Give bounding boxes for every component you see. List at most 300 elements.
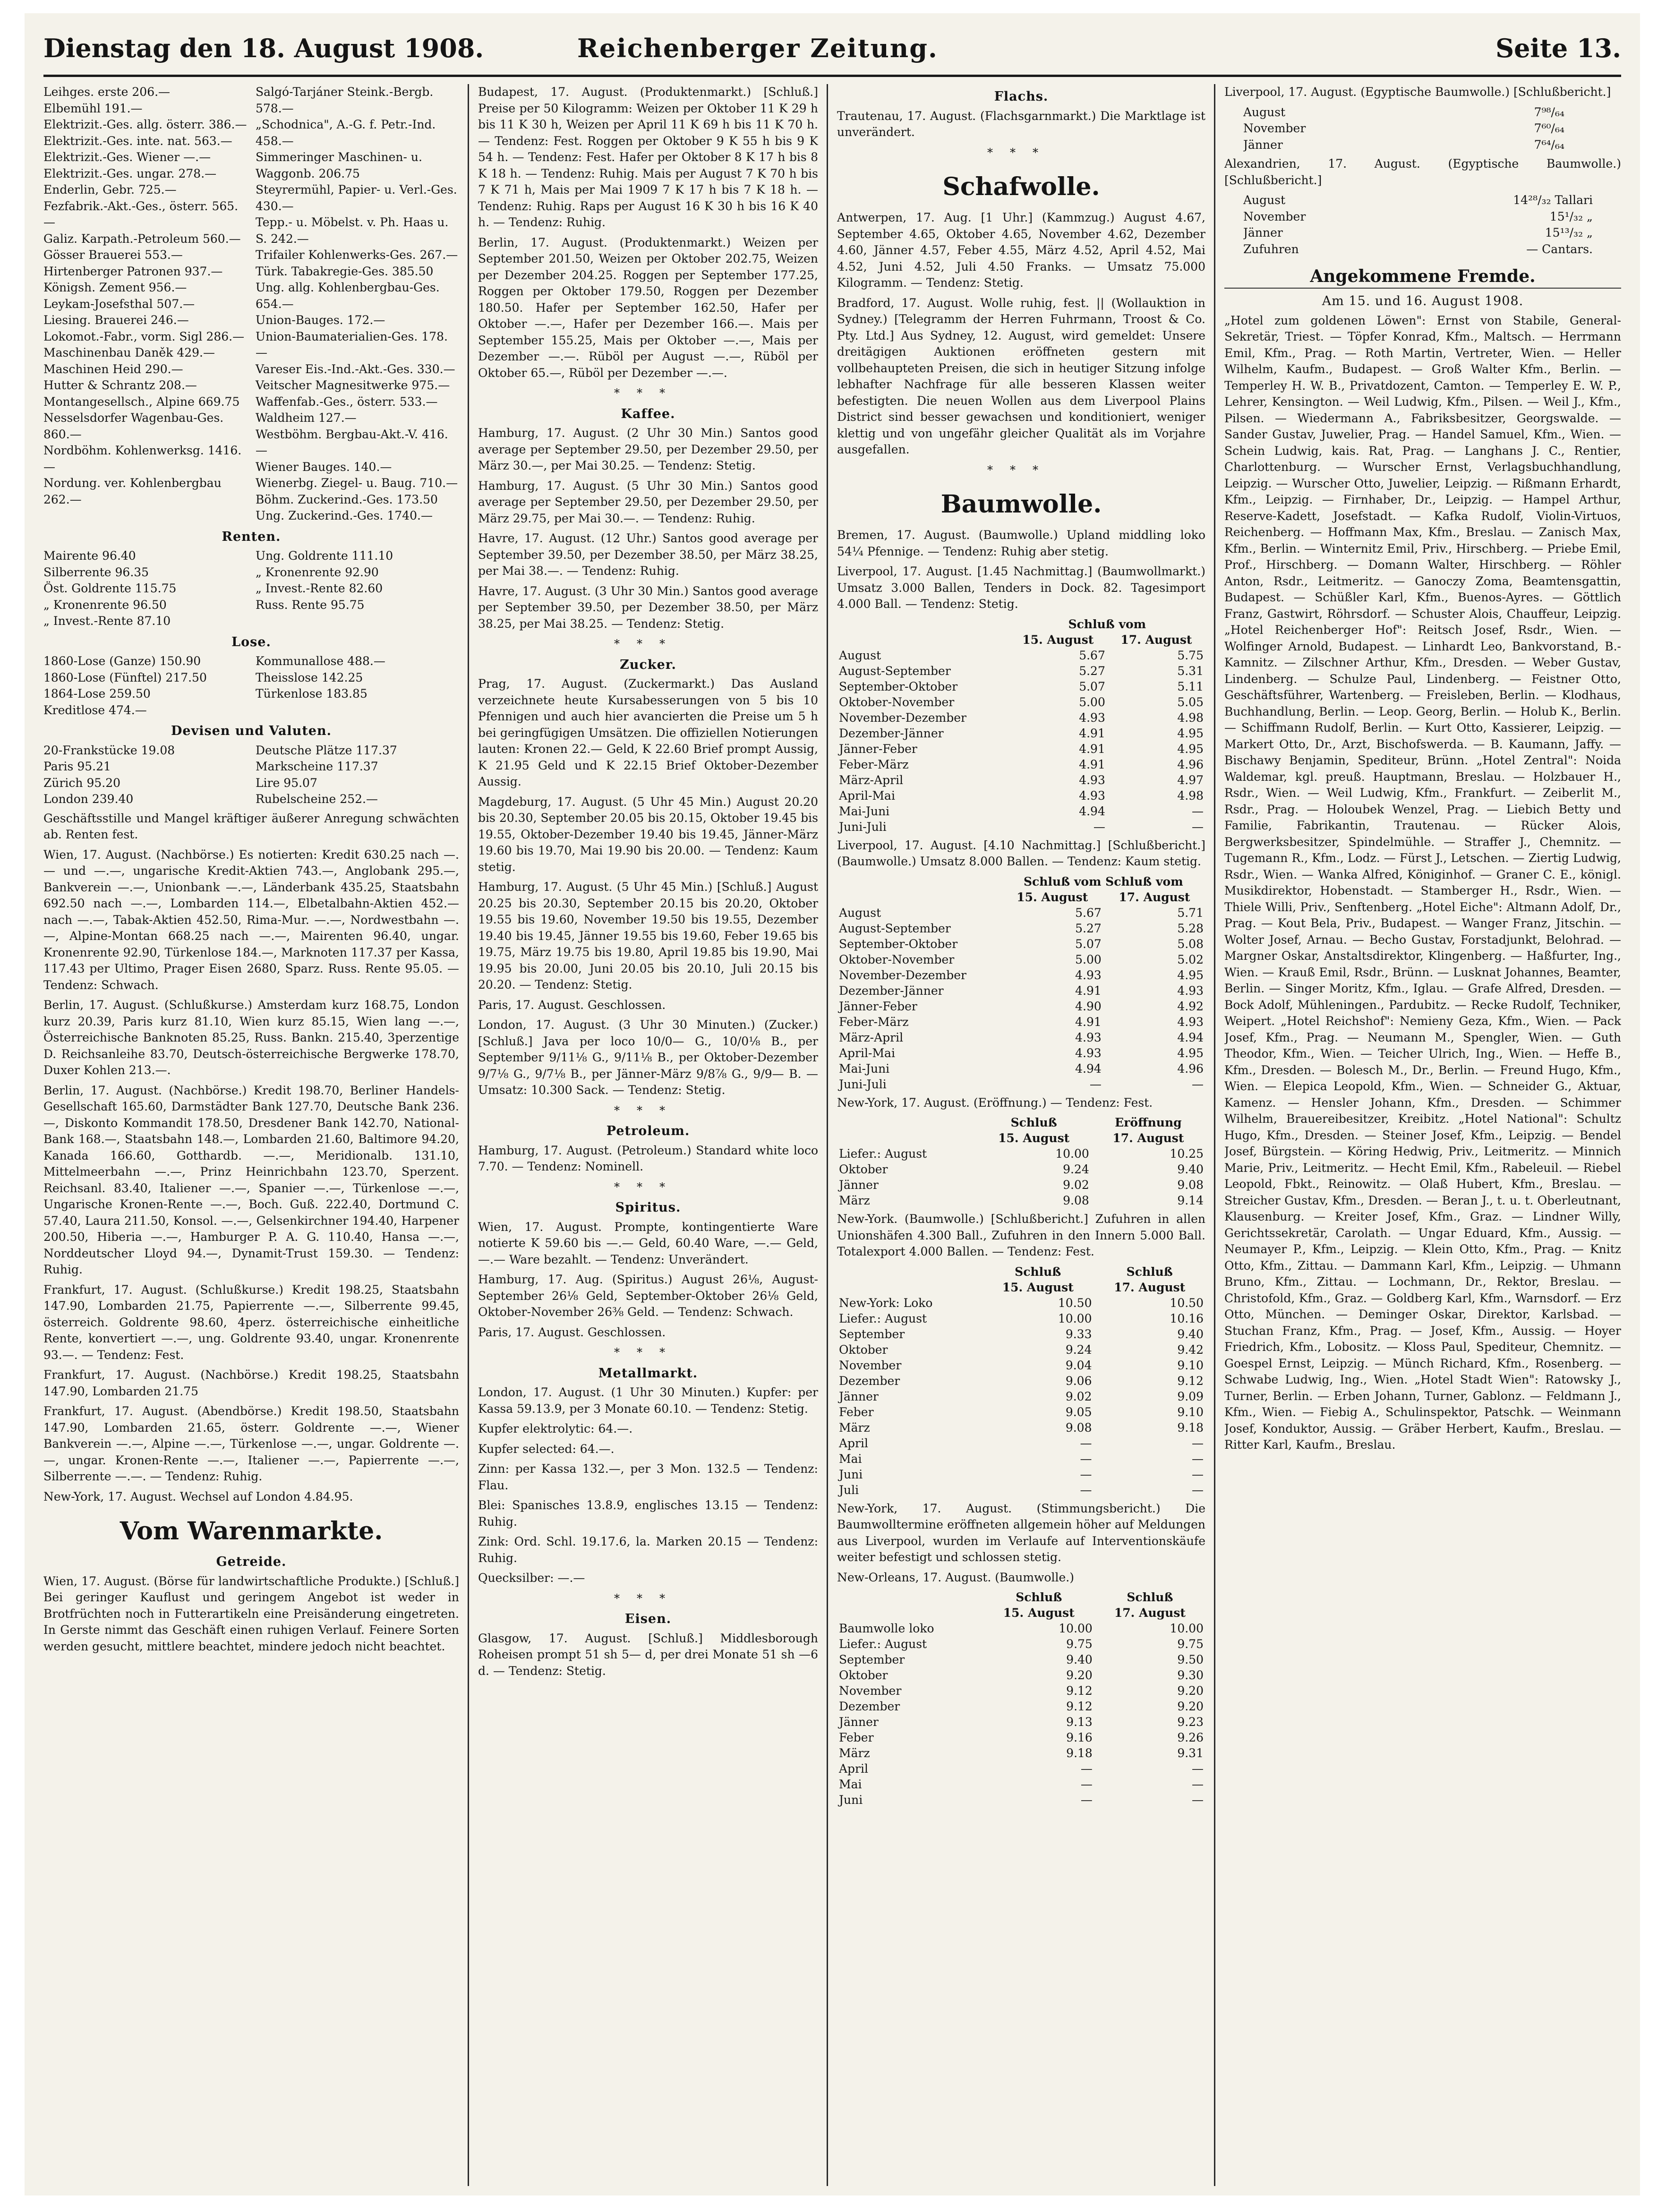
table-cell: März <box>839 1420 870 1435</box>
stock-list-right <box>256 84 459 524</box>
section-heading-flachs: Flachs. <box>994 89 1049 104</box>
table-cell: November-Dezember <box>839 710 967 725</box>
table-cell: November <box>839 1358 902 1372</box>
table-header-cell: Eröffnung <box>1115 1116 1182 1129</box>
section-heading-warenmarkt: Vom Warenmarkte. <box>120 1517 383 1546</box>
metall-reports <box>478 1384 818 1587</box>
table-cell: 9.04 <box>1065 1358 1092 1372</box>
table-cell: 9.20 <box>1177 1700 1204 1713</box>
table-cell: — <box>1080 1483 1092 1497</box>
section-heading-baumwolle: Baumwolle. <box>940 490 1102 519</box>
stock-line: Montangesellsch., Alpine 669.75 <box>43 394 240 409</box>
devisen-line: Deutsche Plätze 117.37 <box>256 743 397 757</box>
table-header-cell: 15. August <box>1002 1280 1074 1294</box>
section-heading-schafwolle: Schafwolle. <box>942 172 1100 201</box>
liverpool-report-1: Liverpool, 17. August. [1.45 Nachmittag.] (Baumwollmarkt.) Umsatz 3.000 Ballen, Tenders in Dock. 82. Tagesimport 4.000 Ball. — Tendenz: Stetig. <box>837 564 1205 611</box>
devisen-line: Rubelscheine 252.— <box>256 792 378 806</box>
table-cell: 10.16 <box>1170 1311 1204 1325</box>
devisen-line: London 239.40 <box>43 792 134 806</box>
table-cell: 5.75 <box>1177 648 1204 662</box>
table-cell: 4.93 <box>1075 1030 1102 1044</box>
table-cell: 9.20 <box>1177 1684 1204 1698</box>
table-cell: Liefer.: August <box>839 1637 927 1651</box>
table-cell: 9.42 <box>1177 1342 1204 1357</box>
section-heading-spiritus: Spiritus. <box>615 1200 681 1215</box>
separator-stars: *** <box>614 386 682 400</box>
table-cell: Oktober <box>839 1668 888 1682</box>
table-header <box>837 1605 1205 1621</box>
table-header-cell: 17. August <box>1114 1606 1186 1620</box>
table-row <box>837 788 1205 803</box>
table-cell: März-April <box>839 773 904 787</box>
table-cell: 9.08 <box>1177 1178 1204 1192</box>
table-header <box>837 889 1205 905</box>
separator-stars: *** <box>614 1346 682 1359</box>
stock-line: Veitscher Magnesitwerke 975.— <box>256 378 450 392</box>
section-heading-zucker: Zucker. <box>620 657 676 672</box>
lose-line: Türkenlose 183.85 <box>256 687 367 700</box>
table-cell: 4.94 <box>1079 804 1105 818</box>
egypt-row-cell: August <box>1243 105 1286 119</box>
table-row <box>837 1295 1205 1311</box>
table-cell: 4.95 <box>1177 726 1204 740</box>
schafwolle-reports <box>837 210 1205 458</box>
table-cell: 9.50 <box>1177 1653 1204 1666</box>
renten-line: Öst. Goldrente 115.75 <box>43 581 177 595</box>
table-row <box>837 999 1205 1014</box>
table-cell: 5.02 <box>1177 952 1204 966</box>
table-row <box>837 1761 1205 1776</box>
table-cell: Liefer.: August <box>839 1147 927 1161</box>
table-row <box>837 983 1205 999</box>
alex-row <box>1243 192 1593 209</box>
table-cell: 9.40 <box>1066 1653 1093 1666</box>
table-header-cell: Schluß <box>1127 1590 1173 1604</box>
cotton-table-liverpool-1 <box>837 616 1205 835</box>
table-cell: — <box>1089 1077 1102 1091</box>
table-cell: Mai <box>839 1452 862 1466</box>
lose-list <box>43 653 459 718</box>
table-row <box>837 1730 1205 1745</box>
metall-report: Zink: Ord. Schl. 19.17.6, la. Marken 20.15 — Tendenz: Ruhig. <box>478 1535 818 1565</box>
table-cell: 9.12 <box>1177 1374 1204 1388</box>
kaffee-report: Havre, 17. August. (3 Uhr 30 Min.) Santos good average per September 39.50, per Dezember 38.50, per März 38.25, per Mai 38.25. — Tendenz: Stetig. <box>478 584 818 631</box>
table-cell: Oktober-November <box>839 695 955 709</box>
table-cell: 9.02 <box>1065 1389 1092 1403</box>
table-cell: 9.30 <box>1177 1668 1204 1682</box>
stock-line: Waldheim 127.— <box>256 411 357 425</box>
table-cell: — <box>1192 1077 1204 1091</box>
stock-line: Elbemühl 191.— <box>43 101 143 115</box>
alex-row-cell: Zufuhren <box>1243 242 1299 256</box>
table-cell: 4.94 <box>1177 1030 1204 1044</box>
table-cell: Mai-Juni <box>839 804 890 818</box>
page-header <box>43 23 1621 77</box>
table-cell: 10.00 <box>1059 1622 1093 1635</box>
table-row <box>837 1652 1205 1667</box>
table-row <box>837 921 1205 936</box>
table-row <box>837 1389 1205 1404</box>
lose-line: 1860-Lose (Ganze) 150.90 <box>43 654 201 668</box>
table-cell: 5.31 <box>1177 664 1204 678</box>
table-header <box>837 616 1205 632</box>
table-cell: 9.75 <box>1177 1637 1204 1651</box>
devisen-line: Markscheine 117.37 <box>256 760 378 773</box>
lose-line: Kommunallose 488.— <box>256 654 385 668</box>
budapest-report: Budapest, 17. August. (Produktenmarkt.) [Schluß.] Preise per 50 Kilogramm: Weizen per Oktober 11 K 29 h bis 11 K 30 h, Weizen per April 11 K 69 h bis 11 K 70 h. — Tendenz: Fest. Roggen per Oktober 9 K 55 h bis 9 K 54 h. — Tendenz: Fest. Hafer per Oktober 8 K 17 h bis 8 K 18 h. — Tendenz: Ruhig. Mais per August 7 K 70 h bis 7 K 71 h, Mais per Mai 1909 7 K 17 h bis 7 K 18 h. — Tendenz: Ruhig. Raps per August 16 K 30 h bis 16 K 40 h. — Tendenz: Ruhig. <box>478 85 818 229</box>
table-cell: 5.00 <box>1075 952 1102 966</box>
table-cell: Mai-Juni <box>839 1061 890 1076</box>
renten-left <box>43 548 247 630</box>
table-row <box>837 1311 1205 1326</box>
table-cell: April <box>839 1762 868 1776</box>
table-header-cell <box>837 1280 982 1295</box>
table-row <box>837 648 1205 663</box>
renten-line: „ Invest.-Rente 87.10 <box>43 614 171 628</box>
devisen-line: Lire 95.07 <box>256 776 317 790</box>
section-heading-petroleum: Petroleum. <box>606 1124 690 1138</box>
table-cell: 4.95 <box>1177 968 1204 982</box>
table-header-cell <box>837 632 1009 648</box>
table-header-cell: 17. August <box>1112 1131 1184 1145</box>
stock-line: Vareser Eis.-Ind.-Akt.-Ges. 330.— <box>256 362 455 376</box>
stock-line: Elektrizit.-Ges. inte. nat. 563.— <box>43 134 232 148</box>
table-row <box>837 819 1205 835</box>
alex-row-cell: — Cantars. <box>1526 242 1593 256</box>
zucker-report: Prag, 17. August. (Zuckermarkt.) Das Ausland verzeichnete heute Kursabesserungen von 5 bis 10 Pfennigen und auch hier avancierten die Preise um 5 h bei geringfügigen Umsätzen. Die offiziellen Notierungen lauten: Kronen 22.— Geld, K 22.60 Brief prompt Aussig, K 21.95 Geld und K 22.15 Brief Oktober-Dezember Aussig. <box>478 677 818 788</box>
table-cell: April <box>839 1436 868 1450</box>
renten-line: „ Kronenrente 92.90 <box>256 565 379 579</box>
table-header-cell: 15. August <box>1022 632 1094 647</box>
table-cell: 4.90 <box>1075 999 1102 1013</box>
table-header-cell <box>837 1605 983 1621</box>
table-cell: August-September <box>839 921 951 935</box>
alex-row <box>1243 241 1593 258</box>
table-cell: — <box>1080 1762 1093 1776</box>
zucker-report: Hamburg, 17. August. (5 Uhr 45 Min.) [Schluß.] August 20.25 bis 20.30, September 20.15 bis 20.20, Oktober 19.55 bis 19.60, November 19.50 bis 19.55, Dezember 19.40 bis 19.45, Jänner 19.55 bis 19.60, Feber 19.65 bis 19.75, März 19.75 bis 19.80, April 19.85 bis 19.90, Mai 19.95 bis 20.00, Juni 20.05 bis 20.10, Juli 20.15 bis 20.20. — Tendenz: Stetig. <box>478 880 818 991</box>
section-heading-getreide: Getreide. <box>216 1554 287 1569</box>
table-row <box>837 803 1205 819</box>
fremde-list: „Hotel zum goldenen Löwen": Ernst von Stabile, General-Sekretär, Triest. — Töpfer Konrad, Kfm., Maltsch. — Herrmann Emil, Kfm., Prag. — Roth Martin, Vertreter, Wien. — Heller Wilhelm, Kaufm., Budapest. — Groß Walter Kfm., Berlin. — Temperley H. W. B., Privatdozent, Camton. — Temperley E. W. P., Lehrer, Kensington. — Weil Ludwig, Kfm., Pilsen. — Weil J., Kfm., Pilsen. — Wiedermann A., Fabriksbesitzer, Georgswalde. — Sander Gustav, Juwelier, Prag. — Handel Samuel, Kfm., Wien. — Schein Ludwig, kais. Rat, Prag. — Langhans J. C., Rentier, Charlottenburg. — Wurscher Ernst, Verlagsbuchhandlung, Leipzig. — Wurscher Otto, Juwelier, Leipzig. — Rißmann Erhardt, Kfm., Leipzig. — Firnhaber, Dr., Leipzig. — Hampel Arthur, Reserve-Kadett, Josefstadt. — Kafka Rudolf, Violin-Virtuos, Reichenberg. — Hoffmann Max, Kfm., Breslau. — Zanisch Max, Kfm., Berlin. — Winternitz Emil, Priv., Hirschberg. — Priebe Emil, Prof., Hirschberg. — Domann Walter, Hirschberg. — Röhler Anton, Rsdr., Leitmeritz. — Ganoczy Zoma, Beamtensgattin, Budapest. — Schüßler Karl, Kfm., Buenos-Ayres. — Göttlich Franz, Gastwirt, Röhrsdorf. — Schuster Alois, Chauffeur, Leipzig. „Hotel Reichenberger Hof": Reitsch Josef, Rsdr., Wien. — Wolfinger Arnold, Budapest. — Linhardt Leo, Bankvorstand, B.-Kamnitz. — Zilschner Arthur, Kfm., Dresden. — Weber Gustav, Lindenberg. — Schulze Paul, Lindenberg. — Feistner Otto, Geschäftsführer, Wartenberg. — Freisleben, Berlin. — Klodhaus, Buchhandlung, Berlin. — Leop. Georg, Berlin. — Holub K., Berlin. — Schiffmann Rudolf, Berlin. — Kurt Otto, Kassierer, Leipzig. — Markert Otto, Dr., Arzt, Bischofswerda. — B. Kaumann, Jaffy. — Bischawy Benjamin, Spediteur, Brünn. „Hotel Zentral": Noida Waldemar, kgl. preuß. Hauptmann, Breslau. — Holzbauer H., Rsdr., Wien. — Weil Ludwig, Kfm., Frankfurt. — Zeiberlit M., Rsdr., Prag. — Holoubek Wenzel, Prag. — Liebich Betty und Familie, Fabrikantin, Trautenau. — Rücker Alois, Bergwerksbesitzer, Spindelmühle. — Straffer J., Chemnitz. — Tugemann R., Kfm., Lodz. — Fürst J., Letschen. — Ziertig Ludwig, Rsdr., Wien. — Wanka Alfred, Königinhof. — Graner C. E., königl. Musikdirektor, Hobenstadt. — Stamberger H., Rsdr., Wien. — Thiele Willi, Priv., Senftenberg. „Hotel Eiche": Altmann Adolf, Dr., Prag. — Kout Bela, Priv., Budapest. — Wanger Franz, Jitschin. — Wolter Josef, Arnau. — Becho Gustav, Forstadjunkt, Belohrad. — Margner Oskar, Anstaltsdirektor, Klingenberg. — Haßfurter, Ing., Wien. — Krauß Emil, Rsdr., Brünn. — Lusknat Johannes, Beamter, Berlin. — Singer Moritz, Kfm., Iglau. — Grafe Alfred, Dresden. — Bock Adolf, Mühleningen., Pardubitz. — Recke Rudolf, Techniker, Weipert. „Hotel Reichshof": Nemieny Geza, Kfm., Wien. — Pack Josef, Kfm., Prag. — Neumann M., Spengler, Wien. — Guth Theodor, Kfm., Wien. — Teicher Ulrich, Ing., Wien. — Heffe B., Kfm., Dresden. — Bolesch M., Dr., Berlin. — Freund Hugo, Kfm., Wien. — Elepica Leopold, Kfm., Wien. — Schneider G., Aktuar, Kamenz. — Hensler Johann, Kfm., Dresden. — Schimmer Wilhelm, Brauereibesitzer, Kreibitz. „Hotel National": Schultz Hugo, Kfm., Dresden. — Steiner Josef, Kfm., Leipzig. — Bendel Josef, Bürgstein. — Köring Hedwig, Priv., Leitmeritz. — Minnich Marie, Priv., Leitmeritz. — Hecht Emil, Kfm., Rabeleuil. — Riebel Leopold, Fbkt., Reinowitz. — Olaß Hubert, Kfm., Breslau. — Streicher Gustav, Kfm., Dresden. — Beran J., t. u. t. Oberleutnant, Klausenburg. — Kreiter Josef, Kfm., Graz. — Lindner Willy, Gerichtssekretär, Carolath. — Ungar Eduard, Kfm., Aussig. — Neumayer P., Kfm., Leipzig. — Klein Otto, Kfm., Prag. — Knitz Otto, Kfm., Zittau. — Dammann Karl, Kfm., Leipzig. — Uhmann Bruno, Kfm., Zittau. — Lochmann, Dr., Rektor, Breslau. — Christofold, Kfm., Graz. — Goldberg Karl, Kfm., Warnsdorf. — Erz Otto, München. — Deminger Oskar, Direktor, Karlsbad. — Stuchan Franz, Kfm., Prag. — Josef, Kfm., Aussig. — Hoyer Friedrich, Kfm., Lobositz. — Kloss Paul, Spediteur, Chemnitz. — Goespel Ernst, Leipzig. — Münch Richard, Kfm., Rosenberg. — Schwabe Ludwig, Ing., Wien. „Hotel Stadt Wien": Ratowsky J., Turner, Berlin. — Erben Johann, Turner, Gablonz. — Feldmann J., Kfm., Wien. — Fiebig A., Schulinspektor, Patschk. — Weinmann Josef, Konduktor, Aussig. — Gräber Herbert, Kaufm., Breslau. — Ritter Karl, Kaufm., Breslau. <box>1224 313 1621 1452</box>
table-cell: — <box>1192 1762 1204 1776</box>
table-header-cell <box>837 1115 977 1130</box>
table-cell: 10.50 <box>1170 1296 1204 1310</box>
renten-line: „ Kronenrente 96.50 <box>43 598 167 612</box>
market-report: Frankfurt, 17. August. (Abendbörse.) Kredit 198.50, Staatsbahn 147.90, Lombarden 21.65, österr. Goldrente —.—, Wiener Bankverein —.—, Alpine —.—, Türkenlose —.—, ungar. Goldrente —.—, ungar. Kronen-Rente —.—, Italiener —.—, Papierrente —.—, Silberrente —.—. — Tendenz: Ruhig. <box>43 1404 459 1483</box>
table-row <box>837 952 1205 967</box>
stock-line: Böhm. Zuckerind.-Ges. 173.50 <box>256 492 438 506</box>
table-row <box>837 757 1205 772</box>
table-row <box>837 1326 1205 1342</box>
table-row <box>837 1714 1205 1730</box>
stock-line: Hirtenberger Patronen 937.— <box>43 264 223 278</box>
page-number: Seite 13. <box>1495 33 1621 63</box>
table-row <box>837 726 1205 741</box>
table-cell: September <box>839 1327 905 1341</box>
table-cell: Mai <box>839 1777 862 1791</box>
section-heading-lose: Lose. <box>231 634 271 649</box>
separator-stars: *** <box>987 145 1055 159</box>
table-cell: 4.98 <box>1177 788 1204 803</box>
table-row <box>837 1076 1205 1092</box>
table-cell: 5.27 <box>1075 921 1102 935</box>
table-cell: 9.24 <box>1065 1342 1092 1357</box>
column-wool-cotton <box>837 84 1205 2186</box>
table-cell: 4.95 <box>1177 1046 1204 1060</box>
table-cell: 10.00 <box>1058 1311 1092 1325</box>
table-cell: — <box>1080 1777 1093 1791</box>
stock-line: Galiz. Karpath.-Petroleum 560.— <box>43 231 241 246</box>
table-cell: 4.98 <box>1177 710 1204 725</box>
table-header-cell: Schluß <box>1015 1264 1061 1279</box>
table-cell: — <box>1080 1467 1092 1481</box>
table-cell: Oktober <box>839 1162 888 1176</box>
table-row <box>837 1358 1205 1373</box>
stock-line: Elektrizit.-Ges. Wiener —.— <box>43 150 211 164</box>
table-row <box>837 1342 1205 1358</box>
table-cell: September <box>839 1653 905 1666</box>
table-header <box>837 1280 1205 1295</box>
stock-line: Enderlin, Gebr. 725.— <box>43 183 177 196</box>
schafwolle-report: Antwerpen, 17. Aug. [1 Uhr.] (Kammzug.) August 4.67, September 4.65, Oktober 4.65, November 4.62, Dezember 4.60, Jänner 4.57, Feber 4.55, März 4.52, April 4.52, Mai 4.52, Juni 4.52, Juli 4.50 Franks. — Umsatz 75.000 Kilogramm. — Tendenz: Stetig. <box>837 211 1205 290</box>
egypt-row-cell: 7⁶⁴/₆₄ <box>1534 137 1564 152</box>
table-cell: September-Oktober <box>839 937 958 951</box>
table-cell: 10.25 <box>1170 1147 1204 1161</box>
table-row <box>837 967 1205 983</box>
alexandrien-report: Alexandrien, 17. August. (Egyptische Baumwolle.) [Schlußbericht.] <box>1224 157 1621 187</box>
table-cell: 9.40 <box>1177 1327 1204 1341</box>
stock-line: Waffenfab.-Ges., österr. 533.— <box>256 394 438 409</box>
table-row <box>837 1014 1205 1030</box>
newspaper-page <box>25 13 1640 2195</box>
table-header <box>837 632 1205 648</box>
table-header-cell <box>837 1589 983 1605</box>
table-cell: Juli <box>839 1483 859 1497</box>
table-cell: — <box>1080 1452 1092 1466</box>
egypt-row-cell: 7⁶⁰/₆₄ <box>1534 121 1564 135</box>
table-row <box>837 1045 1205 1061</box>
table-cell: August <box>839 648 881 662</box>
table-row <box>837 1177 1205 1193</box>
table-cell: Feber <box>839 1405 874 1419</box>
fremde-date: Am 15. und 16. August 1908. <box>1322 294 1524 308</box>
table-row <box>837 1162 1205 1177</box>
market-report: Frankfurt, 17. August. (Nachbörse.) Kredit 198.25, Staatsbahn 147.90, Lombarden 21.75 <box>43 1368 459 1398</box>
section-heading-renten: Renten. <box>222 529 281 544</box>
table-header-cell <box>837 616 1009 632</box>
stock-line: Ung. allg. Kohlenbergbau-Ges. 654.— <box>256 281 440 311</box>
kaffee-report: Havre, 17. August. (12 Uhr.) Santos good average per September 39.50, per Dezember 38.50, per März 38.25, per Mai 38.—. — Tendenz: Ruhig. <box>478 531 818 578</box>
table-row <box>837 1636 1205 1652</box>
getreide-report: Wien, 17. August. (Börse für landwirtschaftliche Produkte.) [Schluß.] Bei geringer Kauflust und geringem Angebot ist weder in Brotfrüchten noch in Futterartikeln eine Preisänderung eingetreten. In Gerste nimmt das Geschäft einen ruhigen Verlauf. Feinere Sorten werden gesucht, mittlere beachtet, mindere jedoch nicht beachtet. <box>43 1574 459 1653</box>
table-cell: Dezember-Jänner <box>839 726 944 740</box>
table-cell: — <box>1192 820 1204 834</box>
table-header-cell: Schluß vom <box>1068 617 1146 631</box>
table-cell: April-Mai <box>839 788 895 803</box>
table-cell: 5.08 <box>1177 937 1204 951</box>
section-heading-eisen: Eisen. <box>624 1612 672 1626</box>
table-cell: Juni <box>839 1793 863 1807</box>
stock-line: Hutter & Schrantz 208.— <box>43 378 197 392</box>
table-row <box>837 1482 1205 1498</box>
lose-right <box>256 653 459 718</box>
egypt-row <box>1243 120 1564 137</box>
table-cell: Jänner <box>839 1715 879 1729</box>
table-cell: 9.33 <box>1065 1327 1092 1341</box>
table-row <box>837 1435 1205 1451</box>
table-cell: September-Oktober <box>839 679 958 693</box>
metall-report: Kupfer elektrolytic: 64.—. <box>478 1422 633 1435</box>
table-header-cell: 15. August <box>1017 890 1088 904</box>
newyork-report-3: New-York, 17. August. (Stimmungsbericht.) Die Baumwolltermine eröffneten allgemein höher auf Meldungen aus Liverpool, wurden im Verlaufe auf Interventionskäufe weiter befestigt und schlossen stetig. <box>837 1501 1205 1564</box>
table-cell: Dezember <box>839 1700 900 1713</box>
table-cell: 9.10 <box>1177 1405 1204 1419</box>
neworleans-report: New-Orleans, 17. August. (Baumwolle.) <box>837 1570 1074 1584</box>
market-report: Berlin, 17. August. (Schlußkurse.) Amsterdam kurz 168.75, London kurz 20.39, Paris kurz 81.10, Wien kurz 85.15, Wien lang —.—, Österreichische Banknoten 85.25, Russ. Bankn. 215.40, 3perzentige D. Reichsanleihe 83.70, Deutsch-österreichische Bergwerke 178.70, Duxer Kohlen 213.—. <box>43 998 459 1077</box>
section-heading-devisen: Devisen und Valuten. <box>171 724 332 738</box>
table-cell: 4.96 <box>1177 757 1204 771</box>
stock-line: Salgó-Tarjáner Steink.-Bergb. 578.— <box>256 85 434 115</box>
table-cell: 4.95 <box>1177 742 1204 756</box>
table-cell: 10.00 <box>1055 1147 1089 1161</box>
table-header-cell: Schluß <box>1010 1116 1057 1129</box>
table-cell: Jänner-Feber <box>839 999 917 1013</box>
table-row <box>837 1420 1205 1435</box>
table-cell: 9.14 <box>1177 1194 1204 1207</box>
table-cell: Feber <box>839 1731 874 1744</box>
column-divider <box>827 84 828 2186</box>
spiritus-report: Paris, 17. August. Geschlossen. <box>478 1325 666 1339</box>
alex-row-cell: 15¹³/₃₂ „ <box>1545 226 1593 239</box>
table-row <box>837 1792 1205 1808</box>
kaffee-report: Hamburg, 17. August. (2 Uhr 30 Min.) Santos good average per September 29.50, per Dezember 29.50, per März 30.—, per Mai 30.25. — Tendenz: Stetig. <box>478 426 818 472</box>
table-row <box>837 772 1205 788</box>
stock-line: Nesselsdorfer Wagenbau-Ges. 860.— <box>43 411 224 441</box>
table-cell: 4.91 <box>1079 726 1105 740</box>
lose-left <box>43 653 247 718</box>
table-cell: 5.05 <box>1177 695 1204 709</box>
stock-line: Leihges. erste 206.— <box>43 85 171 99</box>
kaffee-report: Hamburg, 17. August. (5 Uhr 30 Min.) Santos good average per September 29.50, per Dezember 29.50, per März 29.75, per Mai 30.—. — Tendenz: Ruhig. <box>478 478 818 525</box>
table-header <box>837 874 1205 889</box>
table-header-cell: 15. August <box>1003 1606 1075 1620</box>
stock-line: Maschinenbau Daněk 429.— <box>43 346 215 359</box>
table-cell: 5.28 <box>1177 921 1204 935</box>
devisen-line: Zürich 95.20 <box>43 776 121 790</box>
stock-line: Fezfabrik.-Akt.-Ges., österr. 565.— <box>43 199 239 229</box>
table-row <box>837 1621 1205 1636</box>
table-cell: Dezember <box>839 1374 900 1388</box>
table-cell: 4.91 <box>1079 757 1105 771</box>
column-divider <box>468 84 469 2186</box>
table-cell: 9.26 <box>1177 1731 1204 1744</box>
table-cell: August <box>839 905 881 920</box>
zucker-report: London, 17. August. (3 Uhr 30 Minuten.) (Zucker.) [Schluß.] Java per loco 10/0— G., 10/0⅛ B., per September 9/11⅛ G., 9/11⅛ B., per Oktober-Dezember 9/7⅛ G., 9/7⅛ B., per Jänner-März 9/8⅞ G., 9/9— B. — Umsatz: 10.300 Sack. — Tendenz: Stetig. <box>478 1018 818 1097</box>
spiritus-reports <box>478 1219 818 1341</box>
stock-line: Nordung. ver. Kohlenbergbau 262.— <box>43 476 222 506</box>
stock-line: Union-Baumaterialien-Ges. 178.— <box>256 329 448 359</box>
table-row <box>837 1745 1205 1761</box>
table-cell: 4.92 <box>1177 999 1204 1013</box>
table-cell: — <box>1192 1777 1204 1791</box>
renten-line: Mairente 96.40 <box>43 549 136 563</box>
table-row <box>837 1699 1205 1714</box>
alex-row-cell: Jänner <box>1243 226 1283 239</box>
stock-line: Ung. Zuckerind.-Ges. 1740.— <box>256 509 433 522</box>
market-report: Geschäftsstille und Mangel kräftiger äußerer Anregung schwächten ab. Renten fest. <box>43 811 459 841</box>
egypt-cotton-list <box>1224 104 1621 154</box>
table-header-cell: 15. August <box>998 1131 1070 1145</box>
table-cell: 4.93 <box>1075 968 1102 982</box>
table-cell: März-April <box>839 1030 904 1044</box>
table-row <box>837 1061 1205 1076</box>
renten-line: „ Invest.-Rente 82.60 <box>256 581 383 595</box>
liverpool-egypt-report: Liverpool, 17. August. (Egyptische Baumwolle.) [Schlußbericht.] <box>1224 85 1611 99</box>
egypt-row-cell: November <box>1243 121 1306 135</box>
table-cell: März <box>839 1746 870 1760</box>
stock-line: Liesing. Brauerei 246.— <box>43 313 189 327</box>
alex-row-cell: 15¹/₃₂ „ <box>1549 209 1593 223</box>
table-cell: Jänner <box>839 1178 879 1192</box>
table-cell: Jänner <box>839 1389 879 1403</box>
table-header-cell <box>837 874 1001 889</box>
lose-line: Theisslose 142.25 <box>256 670 363 684</box>
table-cell: 4.91 <box>1075 1015 1102 1029</box>
stock-line: Tepp.- u. Möbelst. v. Ph. Haas u. S. 242.— <box>256 215 449 246</box>
column-visitors <box>1224 84 1621 2186</box>
table-cell: 5.67 <box>1079 648 1105 662</box>
table-cell: Oktober-November <box>839 952 955 966</box>
table-cell: 4.91 <box>1075 983 1102 998</box>
renten-list <box>43 548 459 630</box>
table-cell: 9.10 <box>1177 1358 1204 1372</box>
stock-line: Nordböhm. Kohlenwerksg. 1416.— <box>43 444 242 474</box>
table-cell: 9.09 <box>1177 1389 1204 1403</box>
table-cell: — <box>1080 1793 1093 1807</box>
table-cell: Dezember-Jänner <box>839 983 944 998</box>
table-cell: 4.93 <box>1177 1015 1204 1029</box>
stock-list <box>43 84 459 524</box>
market-reports <box>43 811 459 1505</box>
newyork-report-1: New-York, 17. August. (Eröffnung.) — Tendenz: Fest. <box>837 1095 1153 1110</box>
newyork-report-2: New-York. (Baumwolle.) [Schlußbericht.] Zufuhren in allen Unionshäfen 4.300 Ball., Zufuhren in den Innern 5.000 Ball. Totalexport 4.000 Ballen. — Tendenz: Fest. <box>837 1212 1205 1258</box>
table-cell: 9.06 <box>1065 1374 1092 1388</box>
table-header <box>837 1589 1205 1605</box>
table-cell: 5.00 <box>1079 695 1105 709</box>
stock-line: Steyrermühl, Papier- u. Verl.-Ges. 430.— <box>256 183 457 213</box>
devisen-left <box>43 743 247 808</box>
alexandrien-list <box>1224 192 1621 257</box>
table-cell: 5.71 <box>1177 905 1204 920</box>
table-cell: Juni <box>839 1467 863 1481</box>
table-cell: 4.94 <box>1075 1061 1102 1076</box>
newspaper-title: Reichenberger Zeitung. <box>577 33 938 63</box>
table-row <box>837 679 1205 694</box>
cotton-table-newyork-2 <box>837 1264 1205 1498</box>
table-cell: — <box>1192 1436 1204 1450</box>
renten-right <box>256 548 459 630</box>
eisen-report: Glasgow, 17. August. [Schluß.] Middlesborough Roheisen prompt 51 sh 5— d, per drei Monate 51 sh —6 d. — Tendenz: Stetig. <box>478 1631 818 1678</box>
table-cell: — <box>1093 820 1105 834</box>
table-cell: 9.31 <box>1177 1746 1204 1760</box>
cotton-table-newyork-1 <box>837 1115 1205 1208</box>
market-report: New-York, 17. August. Wechsel auf London 4.84.95. <box>43 1489 353 1503</box>
table-cell: Feber-März <box>839 1015 909 1029</box>
market-report: Berlin, 17. August. (Nachbörse.) Kredit 198.70, Berliner Handels-Gesellschaft 165.60, Darmstädter Bank 127.70, Deutsche Bank 236.—, Diskonto Kommandit 178.50, Dresdener Bank 142.70, National-Bank 168.—, Staatsbahn 148.—, Lombarden 21.60, Baltimore 94.20, Kanada 166.60, Gotthardb. —.—, Meridionalb. 131.10, Mittelmeerbahn —.—, Prinz Heinrichbahn 123.70, Sperzent. Reichsanl. 83.40, Italiener —.—, Spanier —.—, Türkenlose —.—, Ungarische Kronen-Rente —.—, Boch. Guß. 222.40, Dortmund C. 57.40, Laura 211.50, Konsol. —.—, Gelsenkirchner 194.40, Harpener 200.50, Hiberia —.—, Hamburger P. A. G. 110.40, Hansa —.—, Norddeutscher Lloyd 94.—, Dynamit-Trust 159.30. — Tendenz: Ruhig. <box>43 1083 459 1276</box>
table-header-cell <box>837 1130 977 1146</box>
metall-report: Blei: Spanisches 13.8.9, englisches 13.15 — Tendenz: Ruhig. <box>478 1498 818 1529</box>
lose-line: 1864-Lose 259.50 <box>43 687 151 700</box>
